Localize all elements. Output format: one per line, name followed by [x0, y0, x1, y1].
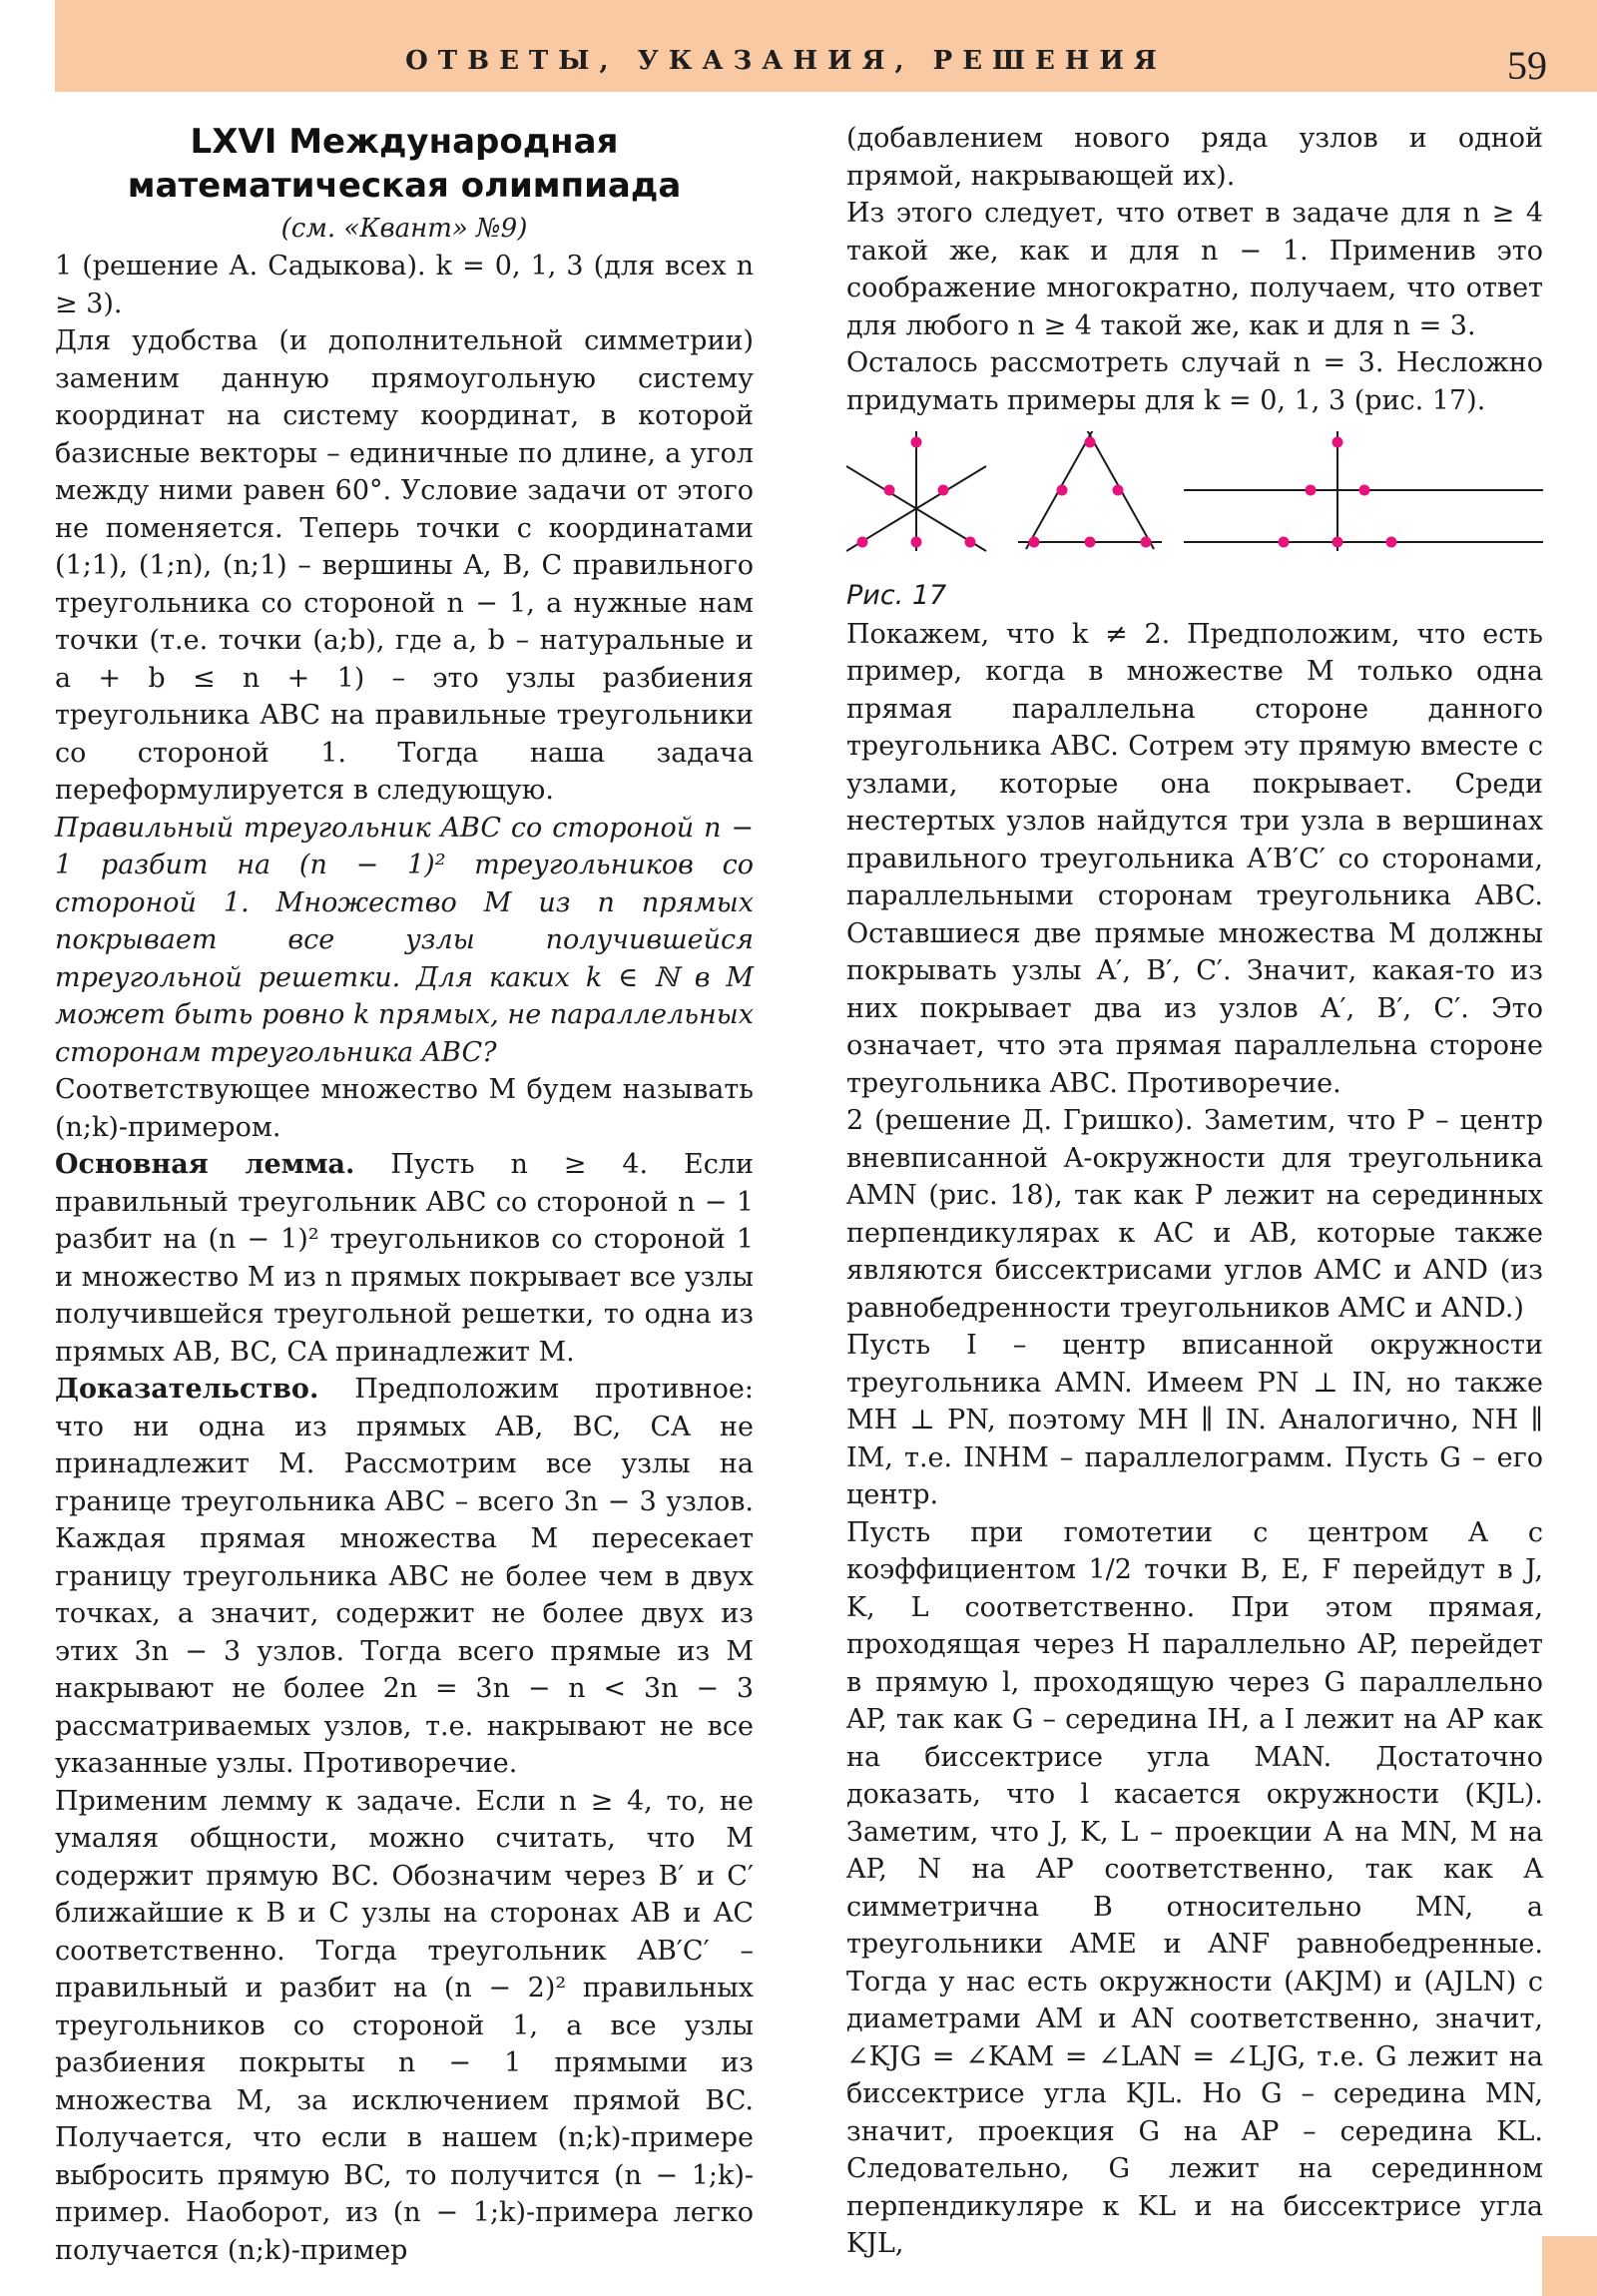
figure-node: [1141, 537, 1152, 548]
figure-node: [911, 537, 922, 548]
figure-17-example-k1: [1184, 431, 1543, 551]
page-number: 59: [1507, 43, 1547, 88]
figure-node: [1332, 437, 1343, 448]
problem2-paragraph: Пусть I – центр вписанной окружности треугольника AMN. Имеем PN ⊥ IN, но также MH ⊥ PN, поэтому MH ∥ IN. Аналогично, NH ∥ IM, т.е. INHM – параллелограмм. Пусть G – его центр.: [846, 1330, 1543, 1510]
figure-17-caption: Рис. 17: [846, 579, 947, 611]
proof-text: Предположим противное: что ни одна из прямых AB, BC, CA не принадлежит M. Рассмотрим все узлы на границе треугольника ABC – всего 3n − 3 узлов. Каждая прямая множества M пересекает границу треугольника ABC не более чем в двух точках, а значит, содержит не более двух из этих 3n − 3 узлов. Тогда всего прямые из M накрывают не более 2n = 3n − n < 3n − 3 рассматриваемых узлов, т.е. накрывают не все указанные узлы. Противоречие.: [55, 1374, 754, 1779]
problem1-paragraph: Из этого следует, что ответ в задаче для n ≥ 4 такой же, как и для n − 1. Применив это соображение многократно, получаем, что ответ для любого n ≥ 4 такой же, как и для n = 3.: [846, 198, 1543, 341]
figure-node: [1386, 537, 1397, 548]
proof-label: Доказательство.: [55, 1374, 319, 1405]
proof-paragraph: [55, 1371, 754, 1783]
lemma-label: Основная лемма.: [55, 1149, 355, 1180]
figure-node: [1332, 537, 1343, 548]
figure-node: [1057, 485, 1068, 496]
figure-node: [965, 537, 976, 548]
problem1-reformulation: Правильный треугольник ABC со стороной n − 1 разбит на (n − 1)² треугольников со стороной 1. Множество M из n прямых покрывает все узлы получившейся треугольной решетки. Для каких k ∈ ℕ в M может быть ровно k прямых, не параллельных сторонам треугольника ABC?: [55, 812, 754, 1068]
left-column: [55, 120, 754, 2269]
problem1-paragraph: Соответствующее множество M будем называть (n;k)-примером.: [55, 1074, 754, 1143]
problem1-paragraph: Применим лемму к задаче. Если n ≥ 4, то, не умаляя общности, можно считать, что M содержит прямую BC. Обозначим через B′ и C′ ближайшие к B и C узлы на сторонах AB и AC соответственно. Тогда треугольник AB′C′ – правильный и разбит на (n − 2)² правильных треугольников со стороной 1, а все узлы разбиения покрыты n − 1 прямыми из множества M, за исключением прямой BC. Получается, что если в нашем (n;k)-примере выбросить прямую BC, то получится (n − 1;k)-пример. Наоборот, из (n − 1;k)-примера легко получается (n;k)-пример: [55, 1785, 754, 2266]
lemma-text: Пусть n ≥ 4. Если правильный треугольник ABC со стороной n − 1 разбит на (n − 1)² треугольников со стороной 1 и множество M из n прямых покрывает все узлы получившейся треугольной решетки, то одна из прямых AB, BC, CA принадлежит M.: [55, 1149, 754, 1368]
corner-tab: [1542, 2236, 1597, 2296]
figure-17-example-k3: [846, 431, 986, 551]
problem1-paragraph: (добавлением нового ряда узлов и одной прямой, накрывающей их).: [846, 123, 1543, 192]
figure-17: [846, 431, 1543, 561]
article-reference: (см. «Квант» №9): [280, 214, 528, 244]
figure-node: [1085, 437, 1096, 448]
lemma-paragraph: [55, 1146, 754, 1371]
figure-node: [938, 485, 949, 496]
article-title-line1: LXVI Международная: [190, 122, 619, 162]
figure-node: [857, 537, 868, 548]
problem2-paragraph: Пусть при гомотетии с центром A с коэффициентом 1/2 точки B, E, F перейдут в J, K, L соответственно. При этом прямая, проходящая через H параллельно AP, перейдет в прямую l, проходящую через G параллельно AP, так как G – середина IH, а I лежит на AP как на биссектрисе угла MAN. Достаточно доказать, что l касается окружности (KJL). Заметим, что J, K, L – проекции A на MN, M на AP, N на AP соответственно, так как A симметрична B относительно MN, а треугольники AME и ANF равнобедренные. Тогда у нас есть окружности (AKJM) и (AJLN) с диаметрами AM и AN соответственно, значит, ∠KJG = ∠KAM = ∠LAN = ∠LJG, т.е. G лежит на биссектрисе угла KJL. Но G – середина MN, значит, проекция G на AP – середина KL. Следовательно, G лежит на серединном перпендикуляре к KL и на биссектрисе угла KJL,: [846, 1516, 1543, 2259]
problem1-paragraph: Осталось рассмотреть случай n = 3. Несложно придумать примеры для k = 0, 1, 3 (рис. 17).: [846, 347, 1543, 416]
figure-node: [911, 437, 922, 448]
figure-node: [1085, 537, 1096, 548]
figure-node: [1113, 485, 1124, 496]
figure-node: [1359, 485, 1370, 496]
problem2-paragraph: 2 (решение Д. Гришко). Заметим, что P – центр вневписанной A-окружности для треугольника AMN (рис. 18), так как P лежит на серединных перпендикулярах к AC и AB, которые также являются биссектрисами углов AMC и AND (из равнобедренности треугольников AMC и AND.): [846, 1105, 1543, 1324]
figure-node: [884, 485, 895, 496]
article-title-line2: математическая олимпиада: [127, 166, 682, 206]
figure-node: [1306, 485, 1317, 496]
figure-node: [1029, 537, 1040, 548]
article-title: [55, 120, 754, 208]
problem1-answer: 1 (решение А. Садыкова). k = 0, 1, 3 (для всех n ≥ 3).: [55, 251, 754, 319]
running-header: ОТВЕТЫ, УКАЗАНИЯ, РЕШЕНИЯ: [405, 46, 1167, 76]
figure-node: [1279, 537, 1290, 548]
problem1-paragraph: Для удобства (и дополнительной симметрии) заменим данную прямоугольную систему координат на систему координат, в которой базисные векторы – единичные по длине, а угол между ними равен 60°. Условие задачи от этого не поменяется. Теперь точки с координатами (1;1), (1;n), (n;1) – вершины A, B, C правильного треугольника со стороной n − 1, а нужные нам точки (т.е. точки (a;b), где a, b – натуральные и a + b ≤ n + 1) – это узлы разбиения треугольника ABC на правильные треугольники со стороной 1. Тогда наша задача переформулируется в следующую.: [55, 325, 754, 806]
problem1-paragraph: Покажем, что k ≠ 2. Предположим, что есть пример, когда в множестве M только одна прямая параллельна стороне данного треугольника ABC. Сотрем эту прямую вместе с узлами, которые она покрывает. Среди нестертых узлов найдутся три узла в вершинах правильного треугольника A′B′C′ со сторонами, параллельными сторонам треугольника ABC. Оставшиеся две прямые множества M должны покрывать узлы A′, B′, C′. Значит, какая-то из них покрывает два из узлов A′, B′, C′. Это означает, что эта прямая параллельна стороне треугольника ABC. Противоречие.: [846, 618, 1543, 1099]
figure-17-example-k0: [1018, 431, 1162, 549]
right-column: [846, 120, 1543, 2263]
